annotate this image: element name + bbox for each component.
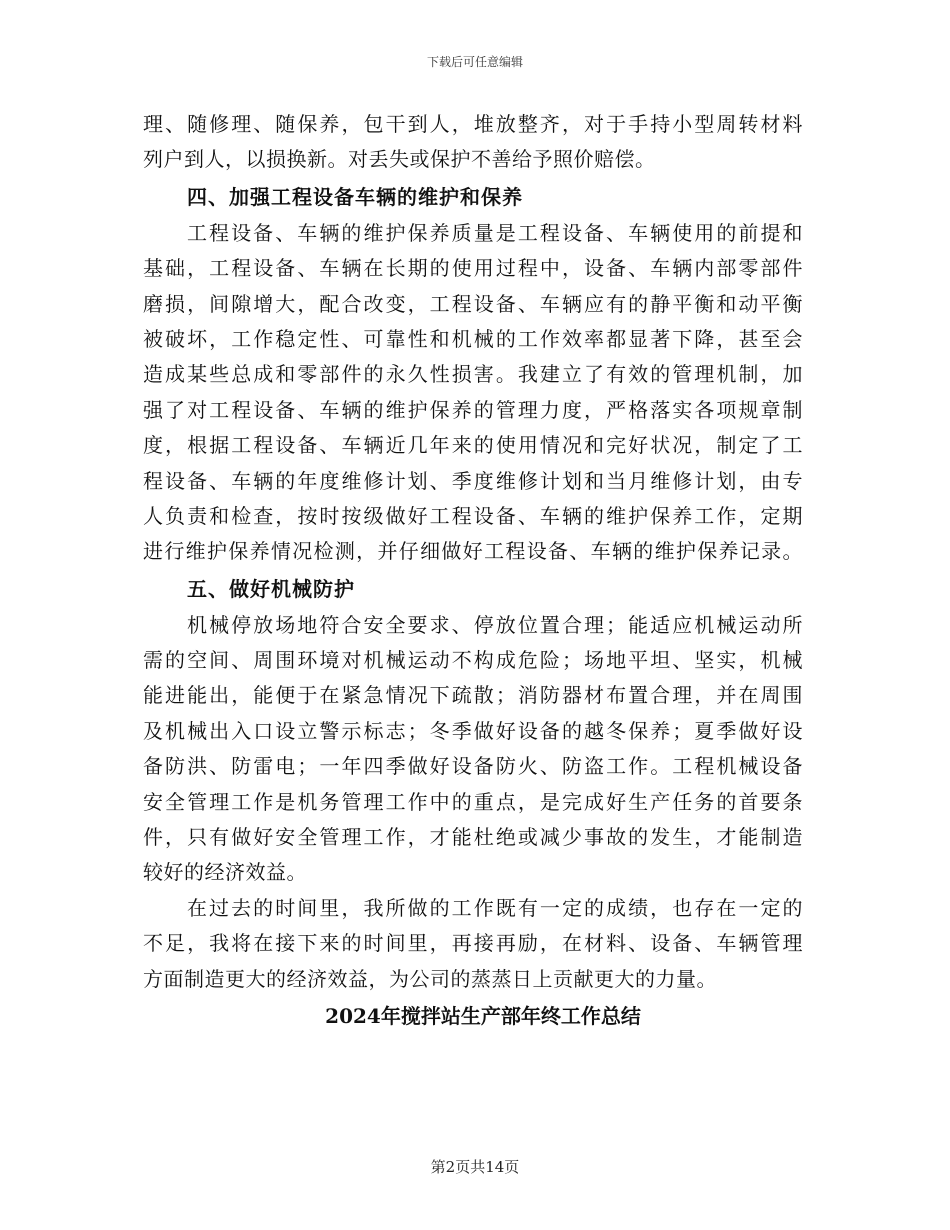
text-line: 能进能出，能便于在紧急情况下疏散；消防器材布置合理，并在周围 [143, 683, 803, 708]
document-body [143, 107, 803, 1035]
closing-paragraph [143, 891, 803, 997]
text-line: 工程设备、车辆的维护保养质量是工程设备、车辆使用的前提和 [187, 220, 803, 245]
section-heading-4: 四、加强工程设备车辆的维护和保养 [187, 184, 523, 209]
text-line: 基础，工程设备、车辆在长期的使用过程中，设备、车辆内部零部件 [143, 256, 803, 281]
text-line: 进行维护保养情况检测，并仔细做好工程设备、车辆的维护保养记录。 [143, 539, 803, 564]
text-line: 需的空间、周围环境对机械运动不构成危险；场地平坦、坚实，机械 [143, 648, 803, 673]
text-line: 机械停放场地符合安全要求、停放位置合理；能适应机械运动所 [187, 612, 803, 637]
text-line: 列户到人，以损换新。对丢失或保护不善给予照价赔偿。 [143, 147, 656, 172]
text-line: 在过去的时间里，我所做的工作既有一定的成绩，也存在一定的 [187, 895, 803, 920]
text-line: 强了对工程设备、车辆的维护保养的管理力度，严格落实各项规章制 [143, 397, 803, 422]
page-number-footer: 第2页共14页 [430, 1158, 520, 1176]
text-line: 及机械出入口设立警示标志；冬季做好设备的越冬保养；夏季做好设 [143, 718, 803, 743]
text-line: 安全管理工作是机务管理工作中的重点，是完成好生产任务的首要条 [143, 789, 803, 814]
text-line: 程设备、车辆的年度维修计划、季度维修计划和当月维修计划，由专 [143, 468, 803, 493]
text-line: 方面制造更大的经济效益，为公司的蒸蒸日上贡献更大的力量。 [143, 966, 717, 991]
next-document-title: 2024年搅拌站生产部年终工作总结 [325, 1003, 641, 1028]
text-line: 造成某些总成和零部件的永久性损害。我建立了有效的管理机制，加 [143, 362, 803, 387]
text-line: 磨损，间隙增大，配合改变，工程设备、车辆应有的静平衡和动平衡 [143, 291, 803, 316]
text-line: 人负责和检查，按时按级做好工程设备、车辆的维护保养工作，定期 [143, 503, 803, 528]
section-4-paragraph [143, 216, 803, 570]
text-line: 件，只有做好安全管理工作，才能杜绝或减少事故的发生，才能制造 [143, 825, 803, 850]
page-header-note: 下载后可任意编辑 [426, 55, 523, 69]
text-line: 较好的经济效益。 [143, 860, 307, 885]
section-5-paragraph [143, 608, 803, 891]
text-line: 被破坏，工作稳定性、可靠性和机械的工作效率都显著下降，甚至会 [143, 326, 803, 351]
text-line: 理、随修理、随保养，包干到人，堆放整齐，对于手持小型周转材料 [143, 112, 803, 136]
text-line: 不足，我将在接下来的时间里，再接再励，在材料、设备、车辆管理 [143, 931, 803, 956]
section-heading-5: 五、做好机械防护 [187, 576, 355, 601]
paragraph-continuation [143, 107, 803, 178]
text-line: 备防洪、防雷电；一年四季做好设备防火、防盗工作。工程机械设备 [143, 754, 803, 779]
text-line: 度，根据工程设备、车辆近几年来的使用情况和完好状况，制定了工 [143, 433, 803, 458]
